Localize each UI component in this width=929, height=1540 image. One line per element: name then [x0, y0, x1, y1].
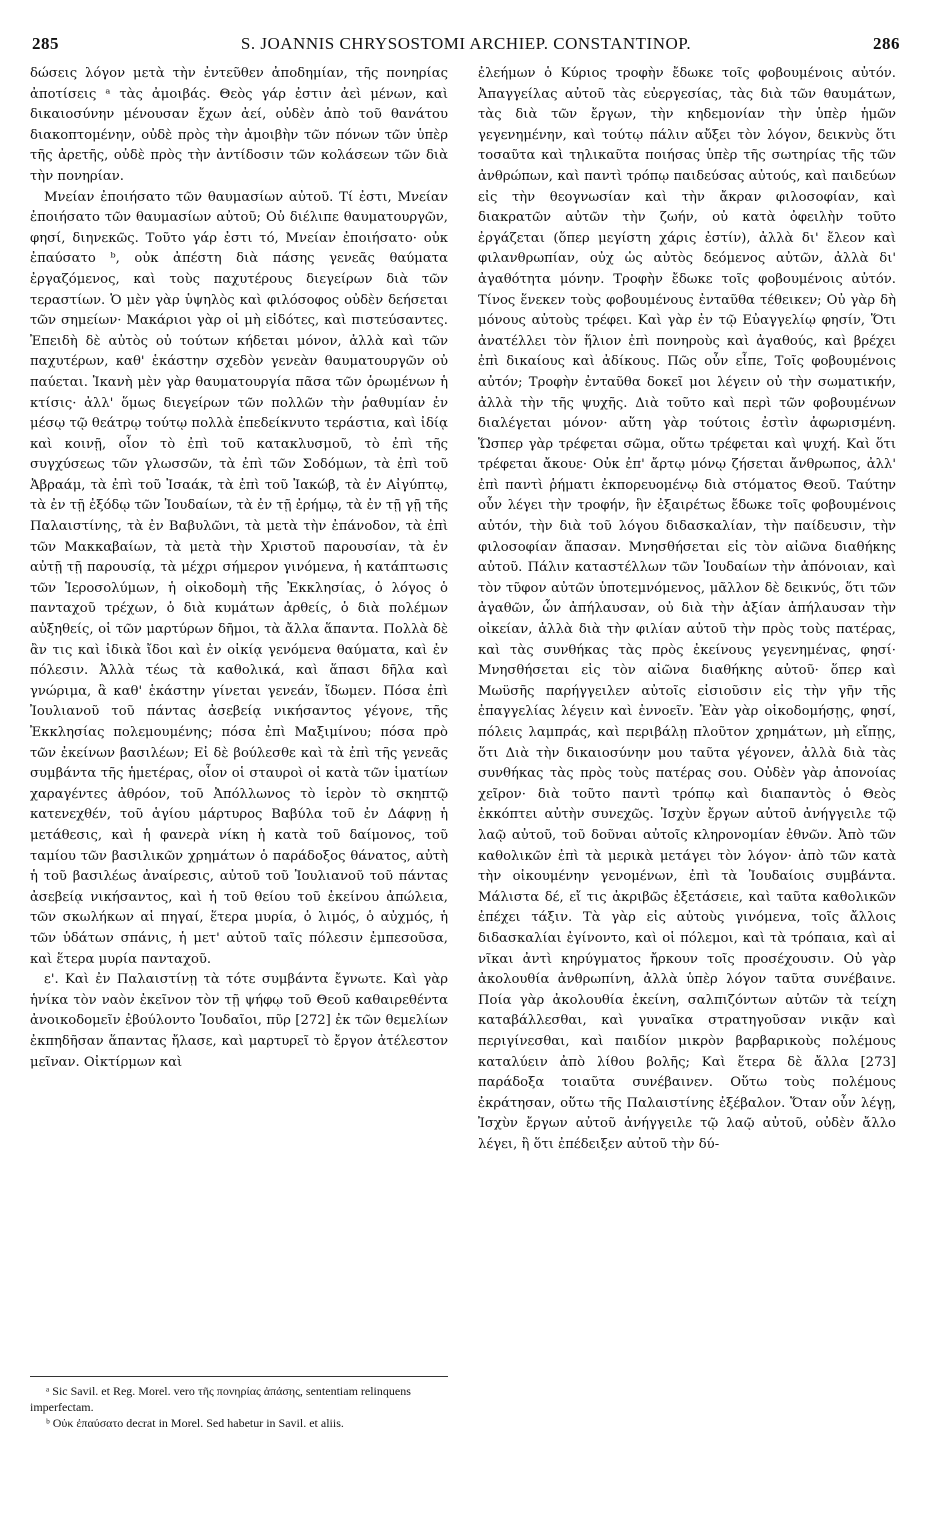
- left-paragraph-2: Μνείαν ἐποιήσατο τῶν θαυμασίων αὐτοῦ. Τί ἐστι, Μνείαν ἐποιήσατο τῶν θαυμασίων αὐτοῦ; Οὐ διέλιπε θαυματουργῶν, φησί, διηνεκῶς. Τοῦτο γάρ ἐστι τό, Μνείαν ἐποιήσατο· οὐκ ἐπαύσατο ᵇ, οὐκ ἀπέστη διὰ πάσης γενεᾶς θαύματα ἐργαζόμενος, καὶ τοὺς παχυτέρους διεγείρων διὰ τῶν τεραστίων. Ὁ μὲν γὰρ ὑψηλὸς καὶ φιλόσοφος οὐδὲν δεήσεται τῶν σημείων· Μακάριοι γὰρ οἱ μὴ εἰδότες, καὶ πιστεύσαντες. Ἐπειδὴ δὲ αὐτὸς οὐ τούτων κήδεται μόνον, ἀλλὰ καὶ τῶν παχυτέρων, καθ' ἑκάστην σχεδὸν γενεὰν θαυματουργῶν οὐ παύεται. Ἱκανὴ μὲν γὰρ θαυματουργία πᾶσα τῶν ὁρωμένων ἡ κτίσις· ἀλλ' ὅμως διεγείρων τῶν πολλῶν τὴν ῥαθυμίαν ἐν μέσῳ τῷ θεάτρῳ τούτῳ πολλὰ ἐπεδείκνυτο τεράστια, καὶ ἰδίᾳ καὶ κοινῇ, οἷον τὸ ἐπὶ τοῦ κατακλυσμοῦ, τὸ ἐπὶ τῆς συγχύσεως τῶν γλωσσῶν, τὰ ἐπὶ τῶν Σοδόμων, τὰ ἐπὶ τοῦ Ἀβραάμ, τὰ ἐπὶ τοῦ Ἰσαάκ, τὰ ἐπὶ τοῦ Ἰακώβ, τὰ ἐν Αἰγύπτῳ, τὰ ἐν τῇ ἐξόδῳ τῶν Ἰουδαίων, τὰ ἐν τῇ ἐρήμῳ, τὰ ἐν τῇ γῇ τῆς Παλαιστίνης, τὰ ἐν Βαβυλῶνι, τὰ μετὰ τὴν ἐπάνοδον, τὰ ἐπὶ τῶν Μακκαβαίων, τὰ μετὰ τὴν Χριστοῦ παρουσίαν, τὰ ἐν αὐτῇ τῇ παρουσίᾳ, τὰ μέχρι σήμερον γινόμενα, ἡ κατάπτωσις τῶν Ἱεροσολύμων, ἡ οἰκοδομὴ τῆς Ἐκκλησίας, ὁ λόγος ὁ πανταχοῦ τρέχων, ὁ διὰ κυμάτων ἀρθείς, ὁ διὰ πολέμων αὐξηθείς, οἱ τῶν μαρτύρων δῆμοι, τὰ ἄλλα ἅπαντα. Πολλὰ δὲ ἂν τις καὶ ἰδικὰ ἴδοι καὶ ἐν οἰκίᾳ γενόμενα θαύματα, καὶ ἐν πόλεσιν. Ἀλλὰ τέως τὰ καθολικά, καὶ ἅπασι δῆλα καὶ γνώριμα, ἃ καθ' ἑκάστην γίνεται γενεάν, ἴδωμεν. Πόσα ἐπὶ Ἰουλιανοῦ τοῦ πάντας ἀσεβείᾳ νικήσαντος γέγονε, τῆς Ἐκκλησίας πολεμουμένης; πόσα ἐπὶ Μαξιμίνου; πόσα πρὸ τῶν ἐκείνων βασιλέων; Εἰ δὲ βούλεσθε καὶ τὰ ἐπὶ τῆς γενεᾶς συμβάντα τῆς ἡμετέρας, οἷον οἱ σταυροὶ οἱ κατὰ τῶν ἱματίων χαραγέντες ἀθρόον, τοῦ Ἀπόλλωνος τὸ ἱερὸν τὸ σκηπτῷ κατενεχθέν, τοῦ ἁγίου μάρτυρος Βαβύλα τοῦ ἐν Δάφνῃ ἡ μετάθεσις, καὶ ἡ φανερὰ νίκη ἡ κατὰ τοῦ δαίμονος, τοῦ ταμίου τῶν βασιλικῶν χρημάτων ὁ παράδοξος θάνατος, αὐτὴ ἡ τοῦ βασιλέως ἀναίρεσις, αὐτοῦ τοῦ Ἰουλιανοῦ τοῦ πάντας ἀσεβείᾳ νικήσαντος, καὶ ἡ τοῦ θείου τοῦ ἐκείνου ἀπώλεια, τῶν σκωλήκων αἱ πηγαί, ἕτερα μυρία, ὁ λιμός, ὁ αὐχμός, ἡ τῶν ὑδάτων σπάνις, ἡ μετ' αὐτοῦ ταῖς πόλεσιν ἐμπεσοῦσα, καὶ ἕτερα μυρία πανταχοῦ.: [30, 189, 448, 967]
- footnotes: [30, 1376, 448, 1431]
- left-paragraph-3: ε'. Καὶ ἐν Παλαιστίνῃ τὰ τότε συμβάντα ἔγνωτε. Καὶ γὰρ ἡνίκα τὸν ναὸν ἐκεῖνον τὸν τῇ ψήφῳ τοῦ Θεοῦ καθαιρεθέντα ἀνοικοδομεῖν ἐβούλοντο Ἰουδαῖοι, πῦρ [272] ἐκ τῶν θεμελίων ἐκπηδῆσαν ἅπαντας ἤλασε, καὶ μαρτυρεῖ τὸ ἔργον ἀτέλεστον μεῖναν. Οἰκτίρμων καὶ: [30, 972, 448, 1070]
- right-paragraph-1: ἐλεήμων ὁ Κύριος τροφὴν ἔδωκε τοῖς φοβουμένοις αὐτόν. Ἀπαγγείλας αὐτοῦ τὰς εὐεργεσίας, τὰς διὰ τῶν θαυμάτων, τὰς διὰ τῶν ἔργων, τὴν κηδεμονίαν τὴν ὑπὲρ ἡμῶν γεγενημένην, καὶ τούτῳ πάλιν αὔξει τὸν λόγον, δεικνὺς ὅτι τοσαῦτα καὶ τηλικαῦτα ποιήσας ὑπὲρ τῆς σωτηρίας τῆς τῶν ἀνθρώπων, καὶ παντὶ τρόπῳ παιδεύσας αὐτούς, καὶ παιδεύων εἰς τὴν θεογνωσίαν καὶ τὴν ἄκραν φιλοσοφίαν, καὶ διακρατῶν αὐτῶν τὴν ζωήν, οὐ κατὰ ὀφειλὴν τοῦτο ἐργάζεται (ὅπερ μεγίστη χάρις ἐστίν), ἀλλὰ δι' ἔλεον καὶ φιλανθρωπίαν, οὐχ ὡς αὐτὸς δεόμενος αὐτῶν, ἀλλὰ δι' ἀγαθότητα μόνην. Τροφὴν ἔδωκε τοῖς φοβουμένοις αὐτόν. Τίνος ἕνεκεν τοὺς φοβουμένους ἐνταῦθα τέθεικεν; Οὐ γὰρ δὴ μόνους αὐτοὺς τρέφει. Καὶ γὰρ ἐν τῷ Εὐαγγελίῳ φησίν, Ὅτι ἀνατέλλει τὸν ἥλιον ἐπὶ πονηροὺς καὶ ἀγαθούς, καὶ βρέχει ἐπὶ δικαίους καὶ ἀδίκους. Πῶς οὖν εἶπε, Τοῖς φοβουμένοις αὐτόν; Τροφὴν ἐνταῦθα δοκεῖ μοι λέγειν οὐ τὴν σωματικήν, ἀλλὰ τὴν τῆς ψυχῆς. Διὰ τοῦτο καὶ περὶ τῶν φοβουμένων διαλέγεται μόνον· αὕτη γὰρ τούτοις ἐστὶν ἀφωρισμένη. Ὥσπερ γὰρ τρέφεται σῶμα, οὕτω τρέφεται καὶ ψυχή. Καὶ ὅτι τρέφεται ἄκουε· Οὐκ ἐπ' ἄρτῳ μόνῳ ζήσεται ἄνθρωπος, ἀλλ' ἐπὶ παντὶ ῥήματι ἐκπορευομένῳ διὰ στόματος Θεοῦ. Ταύτην οὖν λέγει τὴν τροφήν, ἣν ἐξαιρέτως ἔδωκε τοῖς φοβουμένοις αὐτόν, τὴν διὰ τοῦ λόγου διδασκαλίαν, τὴν παίδευσιν, τὴν φιλοσοφίαν ἅπασαν. Μνησθήσεται εἰς τὸν αἰῶνα διαθήκης αὐτοῦ. Πάλιν καταστέλλων τῶν Ἰουδαίων τὴν ἀπόνοιαν, καὶ τὸν τῦφον αὐτῶν ὑποτεμνόμενος, μᾶλλον δὲ δεικνύς, ὅτι τῶν ἀγαθῶν, ὧν ἀπήλαυσαν, οὐ διὰ τὴν ἀξίαν ἀπήλαυσαν τὴν οἰκείαν, ἀλλὰ διὰ τὴν φιλίαν αὐτοῦ τὴν πρὸς τοὺς πατέρας, καὶ τὰς συνθήκας τὰς πρὸς ἐκείνους γεγενημένας, φησί· Μνησθήσεται εἰς τὸν αἰῶνα διαθήκης αὐτοῦ· ὅπερ καὶ Μωϋσῆς παρήγγειλεν αὐτοῖς εἰσιοῦσιν εἰς τὴν γῆν τῆς ἐπαγγελίας λέγειν καὶ ἐννοεῖν. Ἐὰν γὰρ οἰκοδομήσῃς, φησί, πόλεις λαμπράς, καὶ περιβάλῃ πλοῦτον χρημάτων, μὴ εἴπῃς, ὅτι Διὰ τὴν δικαιοσύνην μου ταῦτα γέγονεν, ἀλλὰ διὰ τὰς συνθήκας τὰς πρὸς τοὺς πατέρας σου. Οὐδὲν γὰρ ἀπονοίας χεῖρον· διὰ τοῦτο παντὶ τρόπῳ καὶ διαπαντὸς ὁ Θεὸς ἐκκόπτει αὐτὴν συνεχῶς. Ἰσχὺν ἔργων αὐτοῦ ἀνήγγειλε τῷ λαῷ αὐτοῦ, τοῦ δοῦναι αὐτοῖς κληρονομίαν ἐθνῶν. Ἀπὸ τῶν καθολικῶν ἐπὶ τὰ μερικὰ μετάγει τὸν λόγον· ἀπὸ τῶν κατὰ τὴν οἰκουμένην γενομένων, ἐπὶ τὰ Ἰουδαίοις συμβάντα. Μάλιστα δέ, εἴ τις ἀκριβῶς ἐξετάσειε, καὶ ταῦτα καθολικῶν ἐπέχει τάξιν. Τὰ γὰρ εἰς αὐτοὺς γινόμενα, τοῖς ἄλλοις διδασκαλίαι ἐγίνοντο, καὶ οἱ πόλεμοι, καὶ τὰ τρόπαια, καὶ αἱ νῖκαι ἀντὶ κηρύγματος ἤρκουν τοῖς προσέχουσιν. Οὐ γὰρ ἀκολουθία ἀνθρωπίνη, ἀλλὰ ὑπὲρ λόγον ταῦτα συνέβαινε. Ποία γὰρ ἀκολουθία ἐκείνη, σαλπιζόντων αὐτῶν τὰ τείχη καταβάλλεσθαι, καὶ γυναῖκα στρατηγοῦσαν νικᾷν καὶ περιγίνεσθαι, καὶ παιδίον μικρὸν βαρβαρικοὺς πολέμους καταλύειν ἀπὸ λίθου βολῆς; Καὶ ἕτερα δὲ ἄλλα [273] παράδοξα τοιαῦτα συνέβαινεν. Οὕτω τοὺς πολέμους ἐκράτησαν, οὕτω τῆς Παλαιστίνης ἐξέβαλον. Ὅταν οὖν λέγῃ, Ἰσχὺν ἔργων αὐτοῦ ἀνήγγειλε τῷ λαῷ αὐτοῦ, οὐδὲν ἄλλο λέγει, ἢ ὅτι ἐπέδειξεν αὐτοῦ τὴν δύ-: [478, 66, 896, 1152]
- page-number-right: 286: [873, 34, 900, 53]
- footnote-b: ᵇ Οὐκ ἐπαύσατο decrat in Morel. Sed habetur in Savil. et aliis.: [46, 1416, 344, 1430]
- left-column: [30, 64, 448, 1073]
- right-column: [478, 64, 896, 1155]
- left-paragraph-1: δώσεις λόγον μετὰ τὴν ἐντεῦθεν ἀποδημίαν, τῆς πονηρίας ἀποτίσεις ᵃ τὰς ἀμοιβάς. Θεὸς γάρ ἐστιν ἀεὶ μένων, καὶ δικαιοσύνην μένουσαν ἔχων ἀεί, οὐδὲν ἀπὸ τοῦ θανάτου διακοπτομένην, οὐδὲ πρὸς τὴν ἀμοιβὴν τῶν πόνων τῶν ὑπὲρ τῆς ἀρετῆς, οὐδὲ πρὸς τὴν ἀντίδοσιν τῶν κολάσεων τῶν διὰ τὴν πονηρίαν.: [30, 66, 448, 184]
- page-number-left: 285: [32, 34, 59, 53]
- running-header: [32, 28, 900, 58]
- footnote-a: ᵃ Sic Savil. et Reg. Morel. vero τῆς πονηρίας ἀπάσης, sententiam relinquens imperfectam.: [30, 1384, 411, 1414]
- running-title: S. JOANNIS CHRYSOSTOMI ARCHIEP. CONSTANTINOP.: [240, 34, 692, 53]
- footnote-rule: [30, 1376, 448, 1377]
